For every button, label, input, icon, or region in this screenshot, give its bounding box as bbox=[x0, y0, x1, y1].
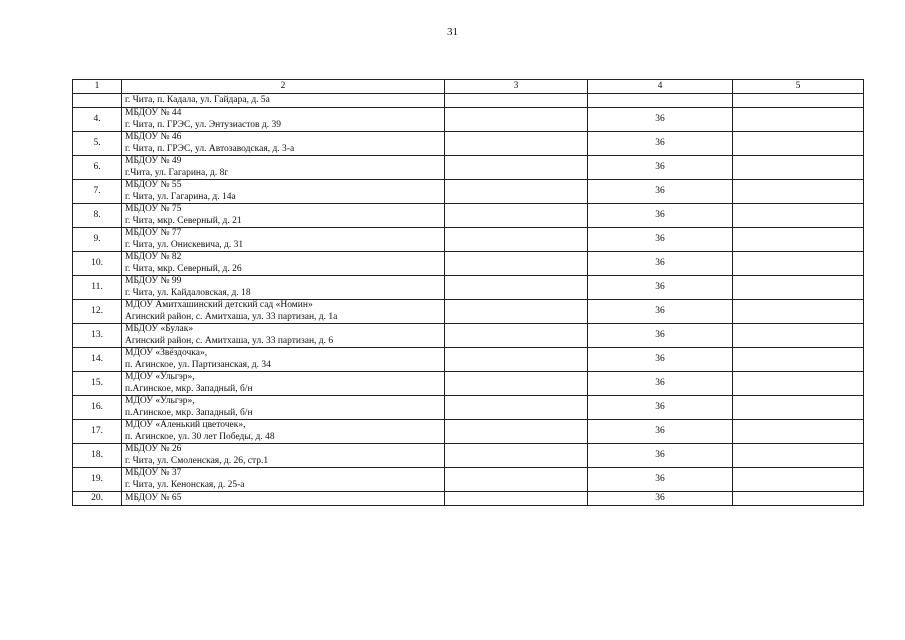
table-row bbox=[73, 468, 864, 492]
institution-name: МБДОУ № 55 bbox=[125, 180, 182, 190]
col-5-cell bbox=[733, 156, 864, 180]
institution-name: МБДОУ № 44 bbox=[125, 108, 182, 118]
row-number: 12. bbox=[73, 300, 122, 324]
institution-name: МДОУ «Ульгэр», bbox=[125, 372, 195, 382]
institution-cell bbox=[122, 396, 445, 420]
col-3-cell bbox=[445, 300, 588, 324]
table-row bbox=[73, 132, 864, 156]
row-number: 17. bbox=[73, 420, 122, 444]
header-col-2: 2 bbox=[122, 80, 445, 94]
table-row bbox=[73, 372, 864, 396]
institution-cell bbox=[122, 180, 445, 204]
col-3-cell bbox=[445, 180, 588, 204]
institution-address: г. Чита, ул. Онискевича, д. 31 bbox=[125, 239, 244, 250]
header-col-4: 4 bbox=[588, 80, 733, 94]
col-4-cell: 36 bbox=[588, 204, 733, 228]
col-3-cell bbox=[445, 132, 588, 156]
col-3-cell bbox=[445, 468, 588, 492]
col-5-cell bbox=[733, 348, 864, 372]
institution-cell bbox=[122, 492, 445, 506]
col-4-cell: 36 bbox=[588, 300, 733, 324]
col-3-cell bbox=[445, 492, 588, 506]
col-4-cell: 36 bbox=[588, 276, 733, 300]
institution-address: г. Чита, мкр. Северный, д. 26 bbox=[125, 263, 242, 274]
col-5-cell bbox=[733, 492, 864, 506]
row-number: 7. bbox=[73, 180, 122, 204]
table-row bbox=[73, 156, 864, 180]
institution-name: МДОУ «Аленький цветочек», bbox=[125, 420, 246, 430]
col-5-cell bbox=[733, 132, 864, 156]
col-4-cell: 36 bbox=[588, 228, 733, 252]
table-row bbox=[73, 228, 864, 252]
col-3-cell bbox=[445, 396, 588, 420]
institution-address: г. Чита, ул. Кайдаловская, д. 18 bbox=[125, 287, 251, 298]
row-number: 9. bbox=[73, 228, 122, 252]
col-3-cell bbox=[445, 276, 588, 300]
col-4-cell bbox=[588, 94, 733, 108]
institution-name: МБДОУ № 82 bbox=[125, 252, 182, 262]
institution-cell bbox=[122, 132, 445, 156]
institution-cell bbox=[122, 372, 445, 396]
col-3-cell bbox=[445, 108, 588, 132]
col-5-cell bbox=[733, 228, 864, 252]
institution-name: МБДОУ № 46 bbox=[125, 132, 182, 142]
row-number: 15. bbox=[73, 372, 122, 396]
institution-address: Агинский район, с. Амитхаша, ул. 33 партизан, д. 6 bbox=[125, 335, 334, 346]
col-4-cell: 36 bbox=[588, 372, 733, 396]
institution-cell bbox=[122, 276, 445, 300]
institution-address: п. Агинское, ул. 30 лет Победы, д. 48 bbox=[125, 431, 275, 442]
table-row bbox=[73, 204, 864, 228]
institution-cell bbox=[122, 94, 445, 108]
row-number: 18. bbox=[73, 444, 122, 468]
institution-name: МДОУ Амитхашинский детский сад «Номин» bbox=[125, 300, 313, 310]
header-row bbox=[73, 80, 864, 94]
col-5-cell bbox=[733, 420, 864, 444]
institution-cell bbox=[122, 204, 445, 228]
col-4-cell: 36 bbox=[588, 420, 733, 444]
col-3-cell bbox=[445, 156, 588, 180]
table-row bbox=[73, 492, 864, 506]
col-3-cell bbox=[445, 94, 588, 108]
table-row bbox=[73, 94, 864, 108]
institution-address: п.Агинское, мкр. Западный, б/н bbox=[125, 407, 253, 418]
institution-name: МБДОУ № 49 bbox=[125, 156, 182, 166]
col-5-cell bbox=[733, 300, 864, 324]
col-4-cell: 36 bbox=[588, 468, 733, 492]
col-5-cell bbox=[733, 204, 864, 228]
row-number: 4. bbox=[73, 108, 122, 132]
col-4-cell: 36 bbox=[588, 252, 733, 276]
col-3-cell bbox=[445, 228, 588, 252]
col-5-cell bbox=[733, 396, 864, 420]
col-3-cell bbox=[445, 204, 588, 228]
col-4-cell: 36 bbox=[588, 132, 733, 156]
row-number: 5. bbox=[73, 132, 122, 156]
table-row bbox=[73, 252, 864, 276]
col-3-cell bbox=[445, 348, 588, 372]
institution-cell bbox=[122, 324, 445, 348]
header-col-1: 1 bbox=[73, 80, 122, 94]
row-number: 20. bbox=[73, 492, 122, 506]
col-3-cell bbox=[445, 372, 588, 396]
row-number: 16. bbox=[73, 396, 122, 420]
institution-address: г. Чита, ул. Гагарина, д. 14а bbox=[125, 191, 236, 202]
institution-cell bbox=[122, 252, 445, 276]
col-4-cell: 36 bbox=[588, 492, 733, 506]
institution-address: г. Чита, мкр. Северный, д. 21 bbox=[125, 215, 242, 226]
col-4-cell: 36 bbox=[588, 156, 733, 180]
col-4-cell: 36 bbox=[588, 324, 733, 348]
col-3-cell bbox=[445, 252, 588, 276]
row-number: 11. bbox=[73, 276, 122, 300]
col-5-cell bbox=[733, 108, 864, 132]
col-5-cell bbox=[733, 94, 864, 108]
table-row bbox=[73, 108, 864, 132]
institution-name: МБДОУ № 65 bbox=[125, 492, 182, 503]
institution-name: МБДОУ № 37 bbox=[125, 468, 182, 478]
col-3-cell bbox=[445, 324, 588, 348]
row-number: 14. bbox=[73, 348, 122, 372]
institution-address: п. Агинское, ул. Партизанская, д. 34 bbox=[125, 359, 271, 370]
col-4-cell: 36 bbox=[588, 108, 733, 132]
page-number: 31 bbox=[447, 26, 458, 38]
institution-address: г. Чита, п. ГРЭС, ул. Энтузиастов д. 39 bbox=[125, 119, 281, 130]
institution-name: МБДОУ № 26 bbox=[125, 444, 182, 454]
institution-name: г. Чита, п. Кадала, ул. Гайдара, д. 5а bbox=[125, 94, 270, 105]
institution-name: МБДОУ № 99 bbox=[125, 276, 182, 286]
institution-name: МДОУ «Звёздочка», bbox=[125, 348, 208, 358]
data-table bbox=[72, 79, 864, 506]
institution-address: г. Чита, ул. Кенонская, д. 25-а bbox=[125, 479, 245, 490]
col-3-cell bbox=[445, 420, 588, 444]
col-5-cell bbox=[733, 276, 864, 300]
institution-cell bbox=[122, 444, 445, 468]
institution-address: г. Чита, ул. Смоленская, д. 26, стр.1 bbox=[125, 455, 269, 466]
row-number: 6. bbox=[73, 156, 122, 180]
table-row bbox=[73, 276, 864, 300]
institution-cell bbox=[122, 348, 445, 372]
col-5-cell bbox=[733, 180, 864, 204]
table-row bbox=[73, 396, 864, 420]
table-row bbox=[73, 300, 864, 324]
col-4-cell: 36 bbox=[588, 348, 733, 372]
institution-cell bbox=[122, 108, 445, 132]
institution-cell bbox=[122, 156, 445, 180]
table-row bbox=[73, 324, 864, 348]
institution-cell bbox=[122, 468, 445, 492]
col-5-cell bbox=[733, 372, 864, 396]
table-body bbox=[73, 94, 864, 506]
col-4-cell: 36 bbox=[588, 396, 733, 420]
institution-name: МБДОУ № 75 bbox=[125, 204, 182, 214]
institution-address: г.Чита, ул. Гагарина, д. 8г bbox=[125, 167, 229, 178]
row-number: 10. bbox=[73, 252, 122, 276]
header-col-5: 5 bbox=[733, 80, 864, 94]
row-number bbox=[73, 94, 122, 108]
institution-address: Агинский район, с. Амитхаша, ул. 33 партизан, д. 1а bbox=[125, 311, 338, 322]
header-col-3: 3 bbox=[445, 80, 588, 94]
institution-cell bbox=[122, 228, 445, 252]
col-3-cell bbox=[445, 444, 588, 468]
institution-cell bbox=[122, 300, 445, 324]
institution-address: г. Чита, п. ГРЭС, ул. Автозаводская, д. 3-а bbox=[125, 143, 295, 154]
col-5-cell bbox=[733, 252, 864, 276]
institution-name: МБДОУ № 77 bbox=[125, 228, 182, 238]
institution-address: п.Агинское, мкр. Западный, б/н bbox=[125, 383, 253, 394]
institution-name: МДОУ «Ульгэр», bbox=[125, 396, 195, 406]
col-4-cell: 36 bbox=[588, 444, 733, 468]
table-row bbox=[73, 420, 864, 444]
row-number: 13. bbox=[73, 324, 122, 348]
col-5-cell bbox=[733, 444, 864, 468]
institution-name: МБДОУ «Булак» bbox=[125, 324, 194, 334]
col-4-cell: 36 bbox=[588, 180, 733, 204]
table-row bbox=[73, 444, 864, 468]
table-row bbox=[73, 180, 864, 204]
row-number: 8. bbox=[73, 204, 122, 228]
row-number: 19. bbox=[73, 468, 122, 492]
table-row bbox=[73, 348, 864, 372]
institution-cell bbox=[122, 420, 445, 444]
col-5-cell bbox=[733, 324, 864, 348]
col-5-cell bbox=[733, 468, 864, 492]
